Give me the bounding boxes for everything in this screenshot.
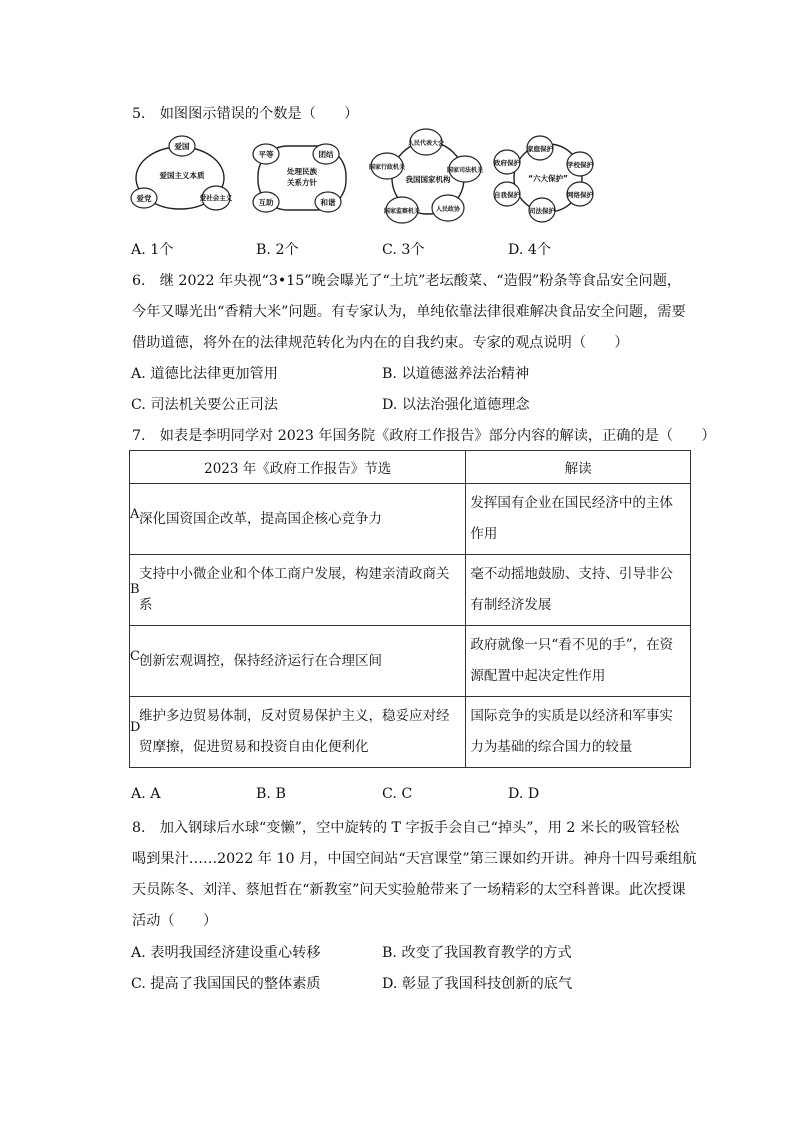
d1-center: 爱国主义本质	[159, 171, 205, 180]
row-reading: 发挥国有企业在国民经济中的主体作用	[470, 495, 673, 542]
q5-option-d[interactable]: D. 4个	[508, 242, 552, 258]
q7-option-a[interactable]: A. A	[131, 786, 161, 802]
table-header-excerpt: 2023 年《政府工作报告》节选	[130, 451, 466, 484]
row-reading: 政府就像一只“看不见的手”，在资源配置中起决定性作用	[470, 637, 674, 684]
table-row	[130, 484, 691, 555]
q7-stem: 7. 如表是李明同学对 2023 年国务院《政府工作报告》部分内容的解读，正确的是（ ）	[132, 428, 716, 444]
row-letter: D	[130, 720, 141, 735]
d1-node: 爱国	[174, 142, 190, 151]
table-header-reading: 解读	[466, 451, 691, 484]
d2-center: 关系方针	[287, 178, 317, 187]
q6-option-c[interactable]: C. 司法机关要公正司法	[131, 397, 279, 413]
q7-option-b[interactable]: B. B	[256, 786, 286, 802]
q8-stem-line: 天员陈冬、刘洋、蔡旭哲在“新教室”问天实验舱带来了一场精彩的太空科普课。此次授课	[132, 882, 686, 898]
d3-node: 人民政协	[435, 206, 461, 213]
q7-table	[129, 450, 691, 768]
q6-option-d[interactable]: D. 以法治强化道德理念	[382, 397, 530, 413]
row-excerpt: 支持中小微企业和个体工商户发展，构建亲清政商关系	[139, 566, 450, 613]
d4-node: 自我保护	[494, 191, 520, 199]
q8-option-c[interactable]: C. 提高了我国国民的整体素质	[131, 976, 321, 992]
d4-node: 学校保护	[567, 161, 593, 169]
q8-option-b[interactable]: B. 改变了我国教育教学的方式	[382, 945, 572, 961]
d4-node: 网络保护	[567, 191, 593, 199]
q5-option-a[interactable]: A. 1个	[131, 242, 174, 258]
q8-stem-line: 8. 加入钢球后水球“变懒”，空中旋转的 T 字扳手会自己“掉头”，用 2 米长的吸管轻松	[132, 820, 680, 836]
row-excerpt: 创新宏观调控，保持经济运行在合理区间	[139, 652, 382, 669]
table-row	[130, 626, 691, 697]
q5-option-b[interactable]: B. 2个	[256, 242, 299, 258]
q6-stem-line: 6. 继 2022 年央视“3•15”晚会曝光了“土坑”老坛酸菜、“造假”粉条等食品安全问题，	[132, 273, 682, 289]
d3-node: 国家监察机关	[383, 208, 421, 215]
q6-stem-line: 借助道德，将外在的法律规范转化为内在的自我约束。专家的观点说明（ ）	[132, 335, 629, 351]
d2-node: 平等	[258, 150, 274, 159]
q8-option-a[interactable]: A. 表明我国经济建设重心转移	[131, 945, 321, 961]
d1-node: 爱社会主义	[199, 194, 233, 202]
row-letter: B	[130, 582, 140, 597]
d2-node: 团结	[318, 150, 334, 159]
q5-diagrams	[130, 128, 610, 228]
d4-node: 家庭保护	[527, 145, 553, 153]
row-reading: 毫不动摇地鼓励、支持、引导非公有制经济发展	[470, 566, 673, 613]
row-letter: A	[130, 507, 140, 522]
d4-node: 司法保护	[529, 207, 555, 215]
d2-center: 处理民族	[287, 167, 317, 176]
q8-stem-line: 活动（ ）	[132, 913, 218, 929]
table-row	[130, 555, 691, 626]
d3-center: 我国国家机构	[405, 175, 451, 184]
d3-node: 国家司法机关	[446, 167, 484, 174]
row-excerpt: 维护多边贸易体制，反对贸易保护主义，稳妥应对经贸摩擦，促进贸易和投资自由化便利化	[139, 708, 450, 755]
row-reading: 国际竞争的实质是以经济和军事实力为基础的综合国力的较量	[470, 708, 673, 755]
d2-node: 和谐	[320, 198, 336, 207]
d4-center: “六大保护”	[528, 174, 568, 183]
d4-node: 政府保护	[494, 159, 520, 167]
q8-option-d[interactable]: D. 彰显了我国科技创新的底气	[382, 976, 573, 992]
d3-node: 人民代表大会	[407, 140, 445, 147]
q7-option-c[interactable]: C. C	[382, 786, 413, 802]
row-excerpt: 深化国资国企改革，提高国企核心竞争力	[139, 510, 382, 527]
row-letter: C	[130, 649, 140, 664]
q6-option-b[interactable]: B. 以道德滋养法治精神	[382, 366, 530, 382]
q7-option-d[interactable]: D. D	[508, 786, 540, 802]
table-row	[130, 697, 691, 768]
d3-node: 国家行政机关	[368, 164, 406, 171]
q8-stem-line: 喝到果汁……2022 年 10 月，中国空间站“天宫课堂”第三课如约开讲。神舟十四号乘组航	[132, 851, 697, 867]
d2-node: 互助	[258, 198, 274, 207]
q5-option-c[interactable]: C. 3个	[382, 242, 425, 258]
table-header-row	[130, 451, 691, 484]
q6-option-a[interactable]: A. 道德比法律更加管用	[131, 366, 278, 382]
d1-node: 爱党	[136, 194, 152, 203]
q5-stem: 5. 如图图示错误的个数是（ ）	[132, 106, 359, 122]
q6-stem-line: 今年又曝光出“香精大米”问题。有专家认为，单纯依靠法律很难解决食品安全问题，需要	[132, 304, 686, 320]
